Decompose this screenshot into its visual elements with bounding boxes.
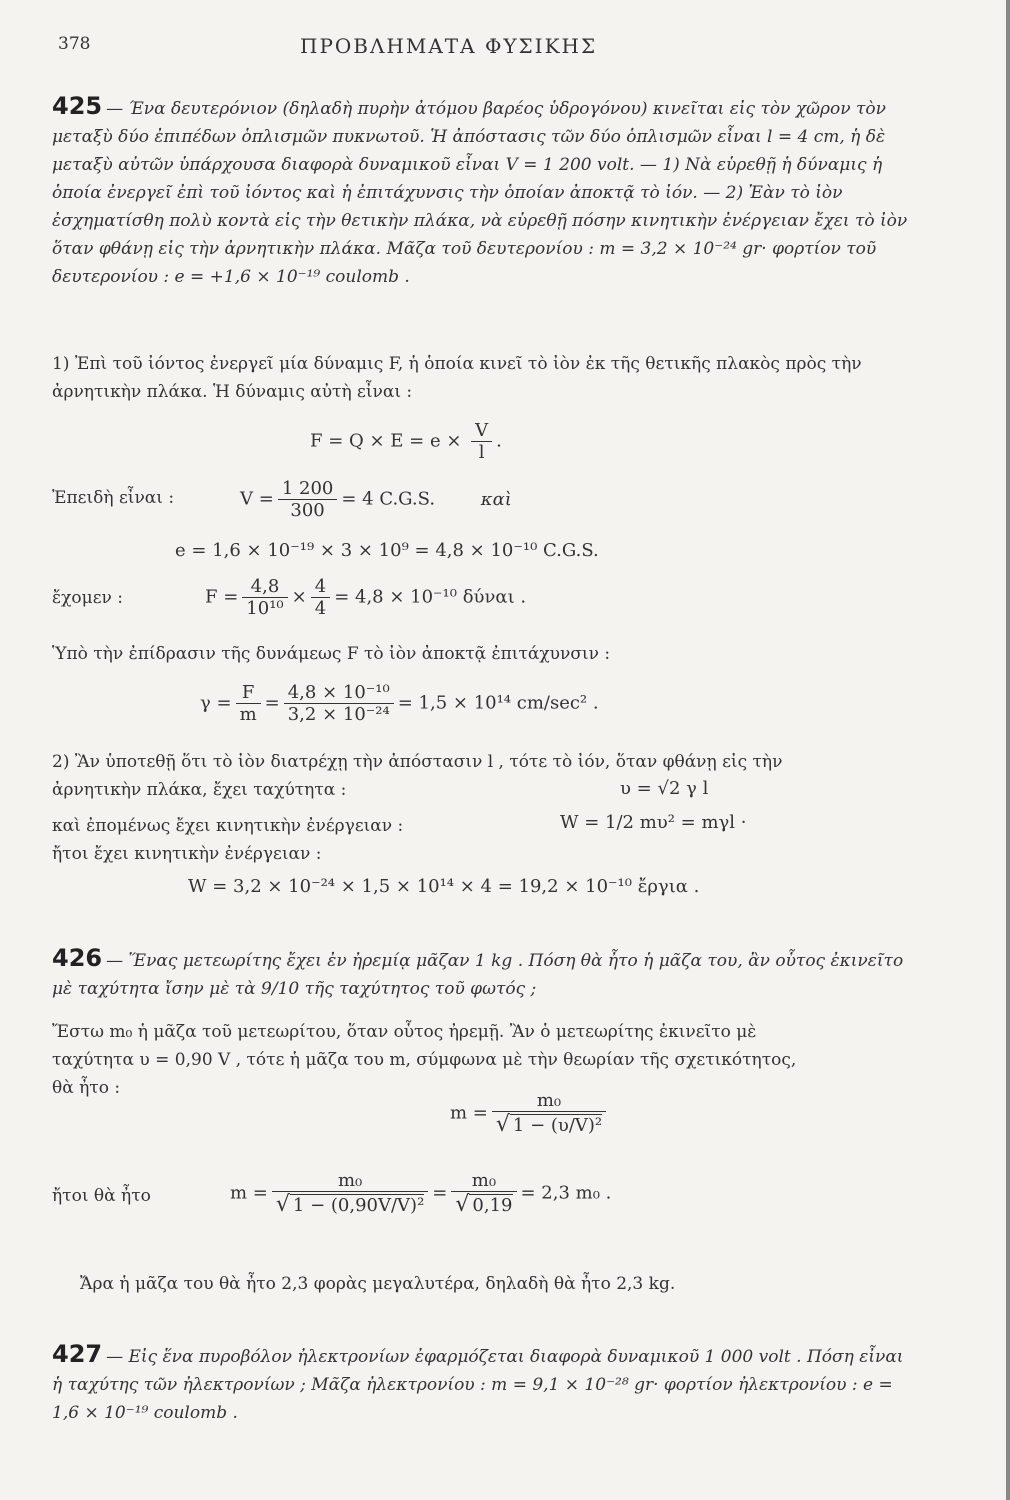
denominator: m [239,704,257,725]
fraction [284,682,394,725]
solution-2-text: 2) Ἂν ὑποτεθῇ ὅτι τὸ ἰὸν διατρέχῃ τὴν ἀπόστασιν l , τότε τὸ ἰόν, ὅταν φθάνῃ εἰς τὴν ἀρνητικὴν πλάκα, ἔχει ταχύτητα : [52,752,783,800]
numerator: m₀ [272,1170,428,1192]
problem-text: — Εἰς ἕνα πυροβόλον ἠλεκτρονίων ἐφαρμόζεται διαφορὰ δυναμικοῦ 1 000 volt . Πόση εἶναι ἡ ταχύτης τῶν ἠλεκτρονίων ; Μᾶζα ἠλεκτρονίου : m = 9,1 × 10⁻²⁸ gr· φορτίον ἠλεκτρονίου : e = 1,6 × 10⁻¹⁹ coulomb . [52,1347,904,1423]
fraction [278,478,338,521]
numerator: 4,8 × 10⁻¹⁰ [284,682,394,704]
equation-acceleration: γ = $\frac{F}{m}$ = $\frac{\text{4,8 × 10⁻¹⁰}}{\text{3,2 × 10⁻²⁴}}$ = 1,5 × 10¹⁴ cm/sec² . [200,682,599,725]
equation-lhs: F = [205,586,239,608]
radicand: 1 − (υ/V)² [510,1114,602,1136]
problem-number: 425 [52,92,103,120]
equation-lhs: γ = [200,692,232,714]
problem-427-statement [52,1340,912,1427]
problem-number: 426 [52,944,103,972]
fraction [311,576,330,619]
fraction [492,1090,606,1137]
equation-charge: e = 1,6 × 10⁻¹⁹ × 3 × 10⁹ = 4,8 × 10⁻¹⁰ C.G.S. [175,540,599,561]
denominator [451,1192,516,1217]
equation-lhs: m = [230,1182,268,1204]
numerator: F [236,682,261,704]
equation-velocity: υ = √2 γ l [620,778,709,799]
problem-number: 427 [52,1340,103,1368]
equation-relativistic-mass [450,1090,610,1137]
ie-text: ἤτοι ἔχει κινητικὴν ἐνέργειαν : [52,844,322,864]
denominator: 10¹⁰ [246,598,284,619]
page-number: 378 [58,34,91,54]
equation-lhs: m = [450,1102,488,1124]
denominator: 3,2 × 10⁻²⁴ [287,704,390,725]
equation-voltage [240,478,512,521]
problem-425-statement [52,92,912,291]
solution-1-text: 1) Ἐπὶ τοῦ ἰόντος ἐνεργεῖ μία δύναμις F, ἡ ὁποία κινεῖ τὸ ἰὸν ἐκ τῆς θετικῆς πλακὸς πρὸς τὴν ἀρνητικὴν πλάκα. Ἡ δύναμις αὐτὴ εἶναι : [52,354,862,402]
fraction [272,1170,428,1217]
numerator: m₀ [492,1090,606,1112]
fraction [451,1170,516,1217]
we-have-label: ἔχομεν : [52,588,123,608]
ie-label: ἤτοι θὰ ἦτο [52,1186,151,1206]
equation-rhs: = 2,3 m₀ . [520,1182,612,1204]
denominator [492,1112,606,1137]
equation-rhs: = 4 C.G.S. [341,488,436,510]
denominator: 300 [290,500,325,521]
and-word: καὶ [480,488,512,510]
kinetic-energy-intro: καὶ ἐπομένως ἔχει κινητικὴν ἐνέργειαν : [52,816,404,836]
fraction [236,682,261,725]
fraction [471,420,492,463]
sqrt-icon: √ [495,1112,510,1137]
radicand: 0,19 [469,1194,512,1216]
equation-rhs: = 4,8 × 10⁻¹⁰ δύναι . [334,586,527,608]
problem-text: — Ένα δευτερόνιον (δηλαδὴ πυρὴν ἀτόμου βαρέος ὑδρογόνου) κινεῖται εἰς τὸν χῶρον τὸν μεταξὺ δύο ἐπιπέδων ὁπλισμῶν πυκνωτοῦ. Ἡ ἀπόστασις τῶν δύο ὁπλισμῶν εἶναι l = 4 cm, ἡ δὲ μεταξὺ αὐτῶν ὑπάρχουσα διαφορὰ δυναμικοῦ εἶναι V = 1 200 volt. — 1) Νὰ εὑρεθῇ ἡ δύναμις ἡ ὁποία ἐνεργεῖ ἐπὶ τοῦ ἰόντος καὶ ἡ ἐπιτάχυνσις τὴν ὁποίαν ἀποκτᾷ τὸ ἰόν. — 2) Ἐὰν τὸ ἰὸν ἐσχηματίσθη πολὺ κοντὰ εἰς τὴν θετικὴν πλάκα, νὰ εὑρεθῇ πόσην κινητικὴν ἐνέργειαν ἔχει τὸ ἰὸν ὅταν φθάνῃ εἰς τὴν ἀρνητικὴν πλάκα. Μᾶζα τοῦ δευτερονίου : m = 3,2 × 10⁻²⁴ gr· φορτίον τοῦ δευτερονίου : e = +1,6 × 10⁻¹⁹ coulomb . [52,99,908,287]
acceleration-intro: Ὑπὸ τὴν ἐπίδρασιν τῆς δυνάμεως F τὸ ἰὸν ἀποκτᾷ ἐπιτάχυνσιν : [52,644,611,664]
sqrt-icon: √ [455,1192,470,1217]
fraction [242,576,287,619]
problem-426-solution: Ἔστω m₀ ἡ μᾶζα τοῦ μετεωρίτου, ὅταν οὗτος ἠρεμῇ. Ἂν ὁ μετεωρίτης ἐκινεῖτο μὲ ταχύτητα υ = 0,90 V , τότε ἡ μᾶζα του m, σύμφωνα μὲ τὴν θεωρίαν τῆς σχετικότητος, θὰ ἦτο : [52,1022,797,1098]
numerator: 4 [311,576,330,598]
equation-rhs: = 1,5 × 10¹⁴ cm/sec² . [397,692,599,714]
numerator: 1 200 [278,478,338,500]
equation-text: F = Q × E = e × [310,430,468,452]
equation-force: F = Q × E = e × $\frac{V}{l}$ . [310,420,502,463]
equation-work: W = 3,2 × 10⁻²⁴ × 1,5 × 10¹⁴ × 4 = 19,2 × 10⁻¹⁰ ἔργια . [188,876,700,897]
since-label: Ἐπειδὴ εἶναι : [52,488,175,508]
denominator: 4 [314,598,327,619]
equation-mass-value: m = $\frac{\text{m₀}}{\text{√ 1 − (0,90V/V)²}}$ = $\frac{\text{m₀}}{√ 0,19}$ = 2,3 m₀ . [230,1170,612,1217]
problem-text: — Ἕνας μετεωρίτης ἔχει ἐν ἠρεμίᾳ μᾶζαν 1 kg . Πόση θὰ ἦτο ἡ μᾶζα του, ἂν οὗτος ἐκινεῖτο μὲ ταχύτητα ἴσην μὲ τὰ 9/10 τῆς ταχύτητος τοῦ φωτός ; [52,951,904,999]
denominator [272,1192,428,1217]
numerator: m₀ [451,1170,516,1192]
running-title: ΠΡΟΒΛΗΜΑΤΑ ΦΥΣΙΚΗΣ [300,34,598,58]
equation-lhs: V = [240,488,274,510]
sqrt-icon: √ [275,1192,290,1217]
numerator: 4,8 [242,576,287,598]
numerator: V [471,420,492,442]
conclusion: Ἄρα ἡ μᾶζα του θὰ ἦτο 2,3 φορὰς μεγαλυτέρα, δηλαδὴ θὰ ἦτο 2,3 kg. [80,1274,676,1294]
page-edge [1006,0,1010,1500]
problem-426-statement [52,944,912,1003]
denominator: l [478,442,485,463]
radicand: 1 − (0,90V/V)² [290,1194,424,1216]
equation-force-value: F = $\frac{4,8}{\text{10¹⁰}}$ × $\frac{4}{4}$ = 4,8 × 10⁻¹⁰ δύναι . [205,576,527,619]
equation-kinetic-energy: W = 1/2 mυ² = mγl · [560,812,747,833]
